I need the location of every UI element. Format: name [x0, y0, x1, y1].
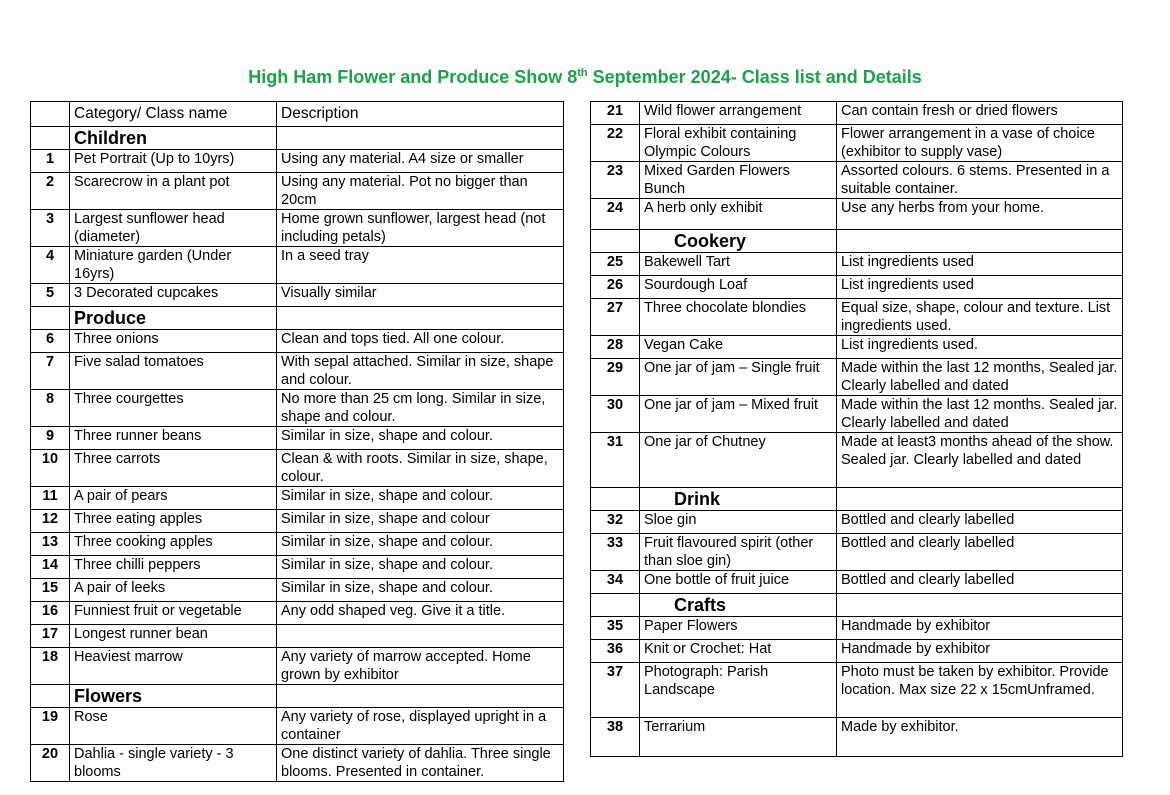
class-number: 24	[591, 199, 640, 230]
class-number: 15	[31, 579, 70, 602]
category-description-cell	[837, 594, 1123, 617]
category-name: Crafts	[640, 594, 837, 617]
class-description: List ingredients used	[837, 276, 1123, 299]
table-row	[31, 625, 564, 648]
class-number: 13	[31, 533, 70, 556]
header-class-name: Category/ Class name	[70, 102, 277, 127]
category-name: Produce	[70, 307, 277, 330]
table-row	[31, 708, 564, 745]
category-number-cell	[591, 488, 640, 511]
table-row	[31, 745, 564, 782]
class-number: 29	[591, 359, 640, 396]
class-table-right	[590, 101, 1123, 757]
class-description: Assorted colours. 6 stems. Presented in a suitable container.	[837, 162, 1123, 199]
class-description: Home grown sunflower, largest head (not including petals)	[277, 210, 564, 247]
class-number: 21	[591, 102, 640, 125]
class-description: Similar in size, shape and colour.	[277, 579, 564, 602]
class-number: 36	[591, 640, 640, 663]
class-description: Made at least3 months ahead of the show. Sealed jar. Clearly labelled and dated	[837, 433, 1123, 488]
class-name: Fruit flavoured spirit (other than sloe gin)	[640, 534, 837, 571]
class-number: 28	[591, 336, 640, 359]
table-row	[31, 247, 564, 284]
category-name: Flowers	[70, 685, 277, 708]
class-description: Any variety of rose, displayed upright in a container	[277, 708, 564, 745]
class-name: Largest sunflower head (diameter)	[70, 210, 277, 247]
table-row	[31, 210, 564, 247]
class-name: Five salad tomatoes	[70, 353, 277, 390]
class-description: Bottled and clearly labelled	[837, 511, 1123, 534]
class-name: A pair of leeks	[70, 579, 277, 602]
category-number-cell	[591, 594, 640, 617]
category-description-cell	[277, 127, 564, 150]
class-number: 1	[31, 150, 70, 173]
table-row	[591, 102, 1123, 125]
table-row	[591, 534, 1123, 571]
table-row	[591, 396, 1123, 433]
table-row	[591, 125, 1123, 162]
class-name: Three courgettes	[70, 390, 277, 427]
header-number	[31, 102, 70, 127]
class-description: Can contain fresh or dried flowers	[837, 102, 1123, 125]
class-name: Sourdough Loaf	[640, 276, 837, 299]
class-description: Handmade by exhibitor	[837, 640, 1123, 663]
class-description: In a seed tray	[277, 247, 564, 284]
class-number: 16	[31, 602, 70, 625]
table-row	[591, 571, 1123, 594]
table-row	[31, 427, 564, 450]
table-row	[591, 359, 1123, 396]
class-name: Longest runner bean	[70, 625, 277, 648]
class-number: 25	[591, 253, 640, 276]
class-description: One distinct variety of dahlia. Three single blooms. Presented in container.	[277, 745, 564, 782]
class-description: Similar in size, shape and colour.	[277, 533, 564, 556]
class-name: Three eating apples	[70, 510, 277, 533]
class-name: Funniest fruit or vegetable	[70, 602, 277, 625]
class-name: Pet Portrait (Up to 10yrs)	[70, 150, 277, 173]
class-name: One jar of jam – Single fruit	[640, 359, 837, 396]
class-number: 12	[31, 510, 70, 533]
table-row	[591, 276, 1123, 299]
class-number: 33	[591, 534, 640, 571]
class-number: 4	[31, 247, 70, 284]
category-number-cell	[31, 685, 70, 708]
table-row	[31, 330, 564, 353]
table-row	[31, 510, 564, 533]
class-description: Made within the last 12 months, Sealed jar. Clearly labelled and dated	[837, 359, 1123, 396]
class-number: 35	[591, 617, 640, 640]
title-suffix: September 2024- Class list and Details	[587, 67, 922, 87]
class-number: 19	[31, 708, 70, 745]
title-superscript: th	[577, 67, 588, 79]
class-description: Visually similar	[277, 284, 564, 307]
table-row	[31, 556, 564, 579]
table-row	[31, 602, 564, 625]
class-number: 31	[591, 433, 640, 488]
class-number: 14	[31, 556, 70, 579]
class-description: Any variety of marrow accepted. Home grown by exhibitor	[277, 648, 564, 685]
class-number: 3	[31, 210, 70, 247]
table-row	[31, 150, 564, 173]
table-row	[591, 253, 1123, 276]
table-row	[591, 336, 1123, 359]
table-row	[591, 640, 1123, 663]
class-name: One jar of Chutney	[640, 433, 837, 488]
class-number: 37	[591, 663, 640, 718]
class-name: Heaviest marrow	[70, 648, 277, 685]
class-table-left	[30, 101, 564, 782]
class-number: 6	[31, 330, 70, 353]
class-number: 8	[31, 390, 70, 427]
class-number: 23	[591, 162, 640, 199]
class-number: 10	[31, 450, 70, 487]
table-row	[591, 162, 1123, 199]
class-description: Equal size, shape, colour and texture. List ingredients used.	[837, 299, 1123, 336]
class-description: Similar in size, shape and colour.	[277, 487, 564, 510]
table-row	[591, 433, 1123, 488]
category-number-cell	[591, 230, 640, 253]
class-name: Vegan Cake	[640, 336, 837, 359]
class-name: 3 Decorated cupcakes	[70, 284, 277, 307]
class-number: 2	[31, 173, 70, 210]
class-description: Handmade by exhibitor	[837, 617, 1123, 640]
class-description: Bottled and clearly labelled	[837, 534, 1123, 571]
category-description-cell	[837, 488, 1123, 511]
table-row	[31, 390, 564, 427]
class-name: Bakewell Tart	[640, 253, 837, 276]
class-number: 5	[31, 284, 70, 307]
class-description: No more than 25 cm long. Similar in size, shape and colour.	[277, 390, 564, 427]
category-row	[591, 230, 1123, 253]
class-name: A pair of pears	[70, 487, 277, 510]
class-description	[277, 625, 564, 648]
page-title	[0, 67, 1170, 88]
class-description: Photo must be taken by exhibitor. Provide location. Max size 22 x 15cmUnframed.	[837, 663, 1123, 718]
class-name: Three carrots	[70, 450, 277, 487]
class-description: Clean and tops tied. All one colour.	[277, 330, 564, 353]
class-number: 34	[591, 571, 640, 594]
class-description: List ingredients used.	[837, 336, 1123, 359]
table-row	[31, 353, 564, 390]
class-name: Three runner beans	[70, 427, 277, 450]
category-name: Children	[70, 127, 277, 150]
class-description: Use any herbs from your home.	[837, 199, 1123, 230]
category-name: Drink	[640, 488, 837, 511]
class-name: Paper Flowers	[640, 617, 837, 640]
class-name: A herb only exhibit	[640, 199, 837, 230]
category-row	[591, 594, 1123, 617]
class-description: Made within the last 12 months. Sealed jar. Clearly labelled and dated	[837, 396, 1123, 433]
table-row	[591, 299, 1123, 336]
table-row	[591, 617, 1123, 640]
category-row	[31, 127, 564, 150]
category-description-cell	[277, 307, 564, 330]
header-description: Description	[277, 102, 564, 127]
category-number-cell	[31, 307, 70, 330]
category-description-cell	[837, 230, 1123, 253]
table-header-row	[31, 102, 564, 127]
class-number: 11	[31, 487, 70, 510]
class-description: Using any material. A4 size or smaller	[277, 150, 564, 173]
class-name: Mixed Garden Flowers Bunch	[640, 162, 837, 199]
class-description: Similar in size, shape and colour.	[277, 427, 564, 450]
category-row	[31, 685, 564, 708]
table-row	[31, 487, 564, 510]
class-number: 22	[591, 125, 640, 162]
category-row	[591, 488, 1123, 511]
class-number: 18	[31, 648, 70, 685]
table-row	[31, 173, 564, 210]
table-row	[31, 648, 564, 685]
class-description: List ingredients used	[837, 253, 1123, 276]
class-description: Similar in size, shape and colour.	[277, 556, 564, 579]
table-row	[591, 511, 1123, 534]
class-name: Three onions	[70, 330, 277, 353]
class-number: 26	[591, 276, 640, 299]
class-description: Bottled and clearly labelled	[837, 571, 1123, 594]
class-number: 9	[31, 427, 70, 450]
class-name: Miniature garden (Under 16yrs)	[70, 247, 277, 284]
table-row	[31, 533, 564, 556]
class-description: Flower arrangement in a vase of choice (exhibitor to supply vase)	[837, 125, 1123, 162]
class-number: 17	[31, 625, 70, 648]
class-name: Three cooking apples	[70, 533, 277, 556]
table-row	[31, 450, 564, 487]
class-number: 27	[591, 299, 640, 336]
table-row	[31, 284, 564, 307]
class-name: One jar of jam – Mixed fruit	[640, 396, 837, 433]
class-name: Dahlia - single variety - 3 blooms	[70, 745, 277, 782]
category-description-cell	[277, 685, 564, 708]
table-row	[591, 718, 1123, 757]
class-number: 32	[591, 511, 640, 534]
class-name: One bottle of fruit juice	[640, 571, 837, 594]
table-row	[31, 579, 564, 602]
class-description: Similar in size, shape and colour	[277, 510, 564, 533]
class-description: Clean & with roots. Similar in size, shape, colour.	[277, 450, 564, 487]
class-name: Wild flower arrangement	[640, 102, 837, 125]
class-description: With sepal attached. Similar in size, shape and colour.	[277, 353, 564, 390]
class-name: Rose	[70, 708, 277, 745]
class-description: Any odd shaped veg. Give it a title.	[277, 602, 564, 625]
class-name: Scarecrow in a plant pot	[70, 173, 277, 210]
class-number: 38	[591, 718, 640, 757]
category-number-cell	[31, 127, 70, 150]
class-name: Sloe gin	[640, 511, 837, 534]
category-name: Cookery	[640, 230, 837, 253]
class-name: Terrarium	[640, 718, 837, 757]
category-row	[31, 307, 564, 330]
class-name: Three chilli peppers	[70, 556, 277, 579]
class-name: Knit or Crochet: Hat	[640, 640, 837, 663]
table-row	[591, 663, 1123, 718]
class-name: Floral exhibit containing Olympic Colours	[640, 125, 837, 162]
class-name: Photograph: Parish Landscape	[640, 663, 837, 718]
class-description: Made by exhibitor.	[837, 718, 1123, 757]
class-number: 20	[31, 745, 70, 782]
class-number: 30	[591, 396, 640, 433]
class-description: Using any material. Pot no bigger than 20cm	[277, 173, 564, 210]
title-prefix: High Ham Flower and Produce Show 8	[248, 67, 578, 87]
class-number: 7	[31, 353, 70, 390]
table-row	[591, 199, 1123, 230]
class-name: Three chocolate blondies	[640, 299, 837, 336]
